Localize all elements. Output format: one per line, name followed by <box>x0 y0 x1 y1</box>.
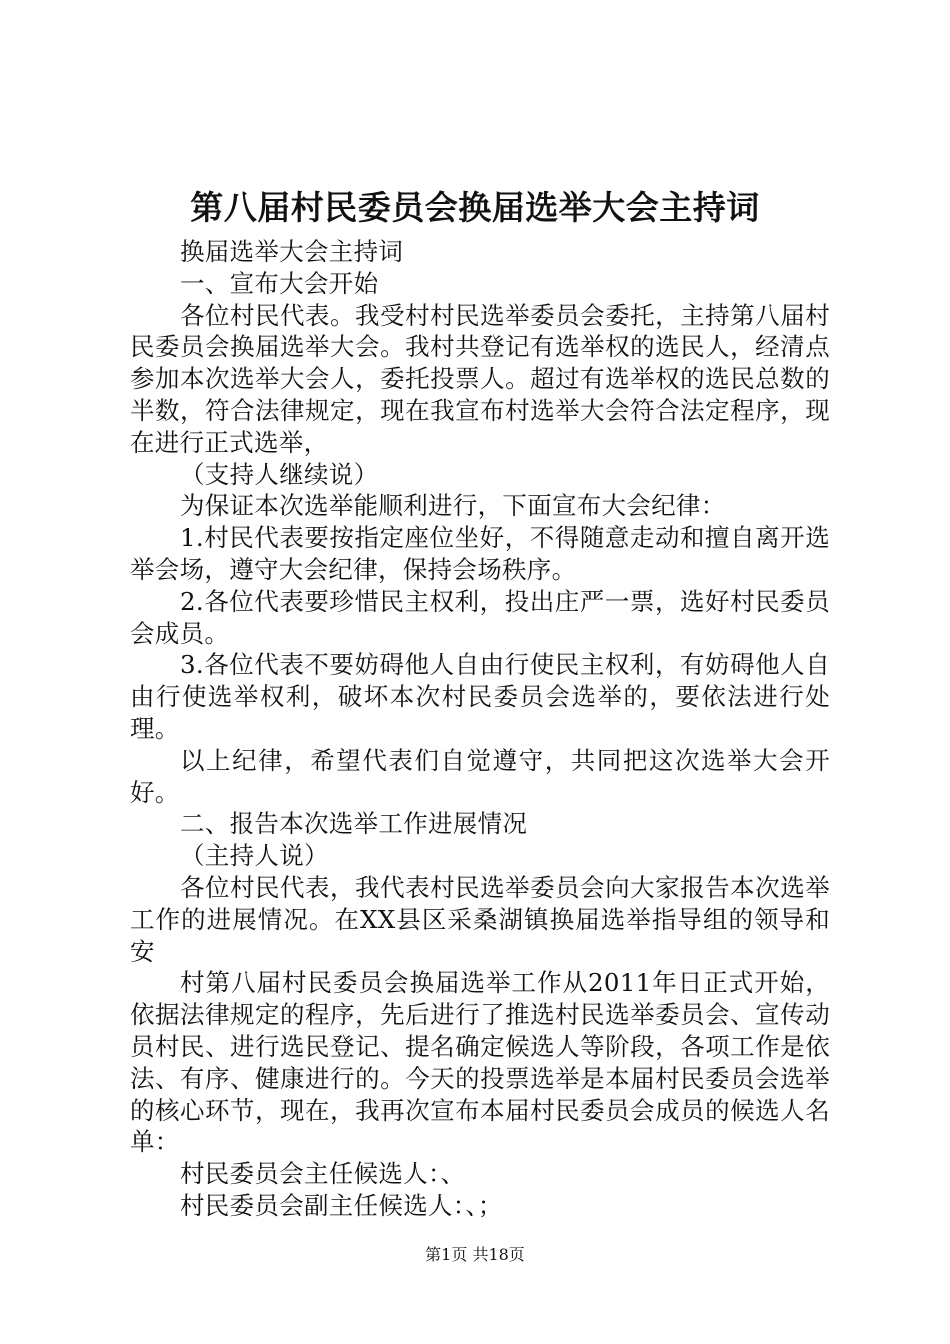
paragraph: 各位村民代表。我受村村民选举委员会委托，主持第八届村民委员会换届选举大会。我村共登记有选举权的选民人，经清点参加本次选举大会人，委托投票人。超过有选举权的选民总数的半数，符合法律规定，现在我宣布村选举大会符合法定程序，现在进行正式选举， <box>130 300 830 457</box>
paragraph: 各位村民代表，我代表村民选举委员会向大家报告本次选举工作的进展情况。在XX县区采桑湖镇换届选举指导组的领导和安 <box>130 872 830 966</box>
section-heading-2: 二、报告本次选举工作进展情况 <box>180 809 528 839</box>
candidate-line: 村民委员会副主任候选人：、； <box>180 1190 503 1220</box>
page-number: 第1页 共18页 <box>425 1245 525 1264</box>
paragraph: 村第八届村民委员会换届选举工作从2011年日正式开始，依据法律规定的程序，先后进行了推选村民选举委员会、宣传动员村民、进行选民登记、提名确定候选人等阶段，各项工作是依法、有序、健康进行的。今天的投票选举是本届村民委员会选举的核心环节，现在，我再次宣布本届村民委员会成员的候选人名单： <box>130 968 830 1157</box>
paragraph: 为保证本次选举能顺利进行，下面宣布大会纪律： <box>180 491 726 521</box>
paragraph: 以上纪律，希望代表们自觉遵守，共同把这次选举大会开好。 <box>130 745 830 807</box>
document-body <box>130 236 830 1222</box>
paragraph-note: （主持人说） <box>180 841 329 871</box>
candidate-line: 村民委员会主任候选人：、 <box>180 1159 466 1189</box>
rule-item-3: 3.各位代表不要妨碍他人自由行使民主权利，有妨碍他人自由行使选举权利，破坏本次村民委员会选举的，要依法进行处理。 <box>130 650 830 743</box>
paragraph-subtitle: 换届选举大会主持词 <box>180 237 404 266</box>
section-heading-1: 一、宣布大会开始 <box>180 268 379 298</box>
rule-item-1: 1.村民代表要按指定座位坐好，不得随意走动和擅自离开选举会场，遵守大会纪律，保持会场秩序。 <box>130 523 830 584</box>
document-title: 第八届村民委员会换届选举大会主持词 <box>190 188 760 227</box>
rule-item-2: 2.各位代表要珍惜民主权利，投出庄严一票，选好村民委员会成员。 <box>130 586 830 648</box>
paragraph-note: （支持人继续说） <box>180 459 379 489</box>
